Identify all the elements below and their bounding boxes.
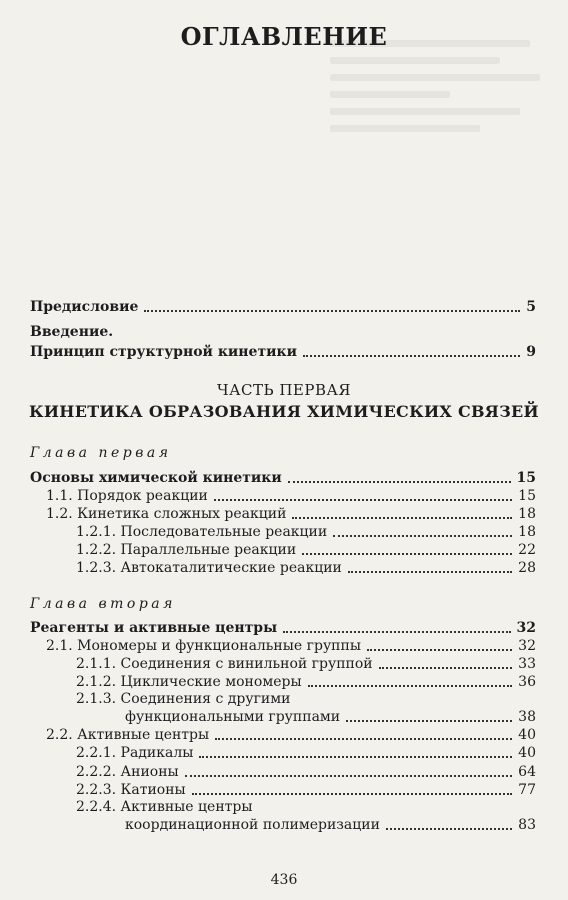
dot-leader [302, 553, 512, 555]
dot-leader [386, 828, 512, 830]
entry-page: 9 [526, 344, 536, 360]
entry-page: 18 [518, 524, 536, 540]
entry-text: координационной полимеризации [125, 817, 380, 833]
entry-page: 83 [518, 817, 536, 833]
entry-text: 1.1. Порядок реакции [46, 488, 208, 504]
dot-leader [215, 738, 512, 740]
entry-text: 2.2. Активные центры [46, 727, 210, 743]
toc-entry [76, 653, 536, 673]
dot-leader [308, 685, 513, 687]
entry-page: 15 [516, 470, 536, 486]
entry-text: 1.2.3. Автокаталитические реакции [76, 560, 342, 576]
toc-entry [46, 724, 536, 744]
toc-entry [46, 635, 536, 655]
dot-leader [303, 355, 520, 357]
entry-page: 33 [518, 656, 536, 672]
toc-entry-line1: 2.2.4. Активные центры [76, 799, 253, 815]
chapter-label: Глава первая [30, 445, 172, 461]
entry-page: 32 [516, 620, 536, 636]
entry-page: 40 [518, 745, 536, 761]
part-label: ЧАСТЬ ПЕРВАЯ [217, 381, 351, 399]
dot-leader [214, 499, 512, 501]
toc-entry [125, 814, 536, 834]
page-title: ОГЛАВЛЕНИЕ [180, 22, 388, 51]
entry-text: 1.2.1. Последовательные реакции [76, 524, 328, 540]
entry-text: Реагенты и активные центры [30, 620, 278, 636]
toc-entry-line1: 2.1.3. Соединения с другими [76, 691, 291, 707]
toc-entry-chapter-title [30, 617, 536, 637]
toc-entry-chapter-title [30, 467, 536, 487]
entry-page: 64 [518, 764, 536, 780]
chapter-label: Глава вторая [30, 596, 176, 612]
dot-leader [199, 756, 512, 758]
entry-text: 1.2.2. Параллельные реакции [76, 542, 297, 558]
toc-entry [76, 539, 536, 559]
entry-text: 2.1.2. Циклические мономеры [76, 674, 302, 690]
toc-entry [125, 706, 536, 726]
entry-text: 2.2.3. Катионы [76, 782, 186, 798]
toc-entry-intro-line1: Введение. [30, 324, 114, 340]
dot-leader [192, 793, 512, 795]
toc-entry [76, 671, 536, 691]
entry-text: 2.2.1. Радикалы [76, 745, 194, 761]
entry-page: 22 [518, 542, 536, 558]
dot-leader [379, 667, 513, 669]
dot-leader [144, 310, 520, 312]
part-title: КИНЕТИКА ОБРАЗОВАНИЯ ХИМИЧЕСКИХ СВЯЗЕЙ [29, 402, 539, 421]
toc-entry [76, 521, 536, 541]
dot-leader [185, 775, 512, 777]
dot-leader [367, 649, 512, 651]
entry-page: 18 [518, 506, 536, 522]
page-number: 436 [270, 872, 298, 888]
entry-text: 2.1.1. Соединения с винильной группой [76, 656, 373, 672]
bleed-through-texture [330, 30, 550, 250]
toc-entry [76, 557, 536, 577]
toc-entry [46, 485, 536, 505]
entry-text: 1.2. Кинетика сложных реакций [46, 506, 287, 522]
entry-text: Предисловие [30, 299, 139, 315]
entry-page: 15 [518, 488, 536, 504]
dot-leader [348, 571, 512, 573]
toc-entry [76, 779, 536, 799]
toc-entry [46, 503, 536, 523]
entry-page: 5 [526, 299, 536, 315]
dot-leader [292, 517, 512, 519]
toc-entry [76, 761, 536, 781]
dot-leader [288, 481, 511, 483]
toc-entry-preface [30, 296, 536, 316]
entry-page: 40 [518, 727, 536, 743]
entry-page: 77 [518, 782, 536, 798]
entry-text: 2.1. Мономеры и функциональные группы [46, 638, 361, 654]
entry-text: Принцип структурной кинетики [30, 344, 298, 360]
entry-text: Основы химической кинетики [30, 470, 282, 486]
entry-page: 36 [518, 674, 536, 690]
dot-leader [283, 631, 510, 633]
entry-page: 28 [518, 560, 536, 576]
entry-page: 32 [518, 638, 536, 654]
toc-entry [76, 742, 536, 762]
entry-page: 38 [518, 709, 536, 725]
dot-leader [333, 535, 512, 537]
entry-text: 2.2.2. Анионы [76, 764, 179, 780]
entry-text: функциональными группами [125, 709, 341, 725]
dot-leader [346, 720, 512, 722]
toc-entry-intro [30, 341, 536, 361]
